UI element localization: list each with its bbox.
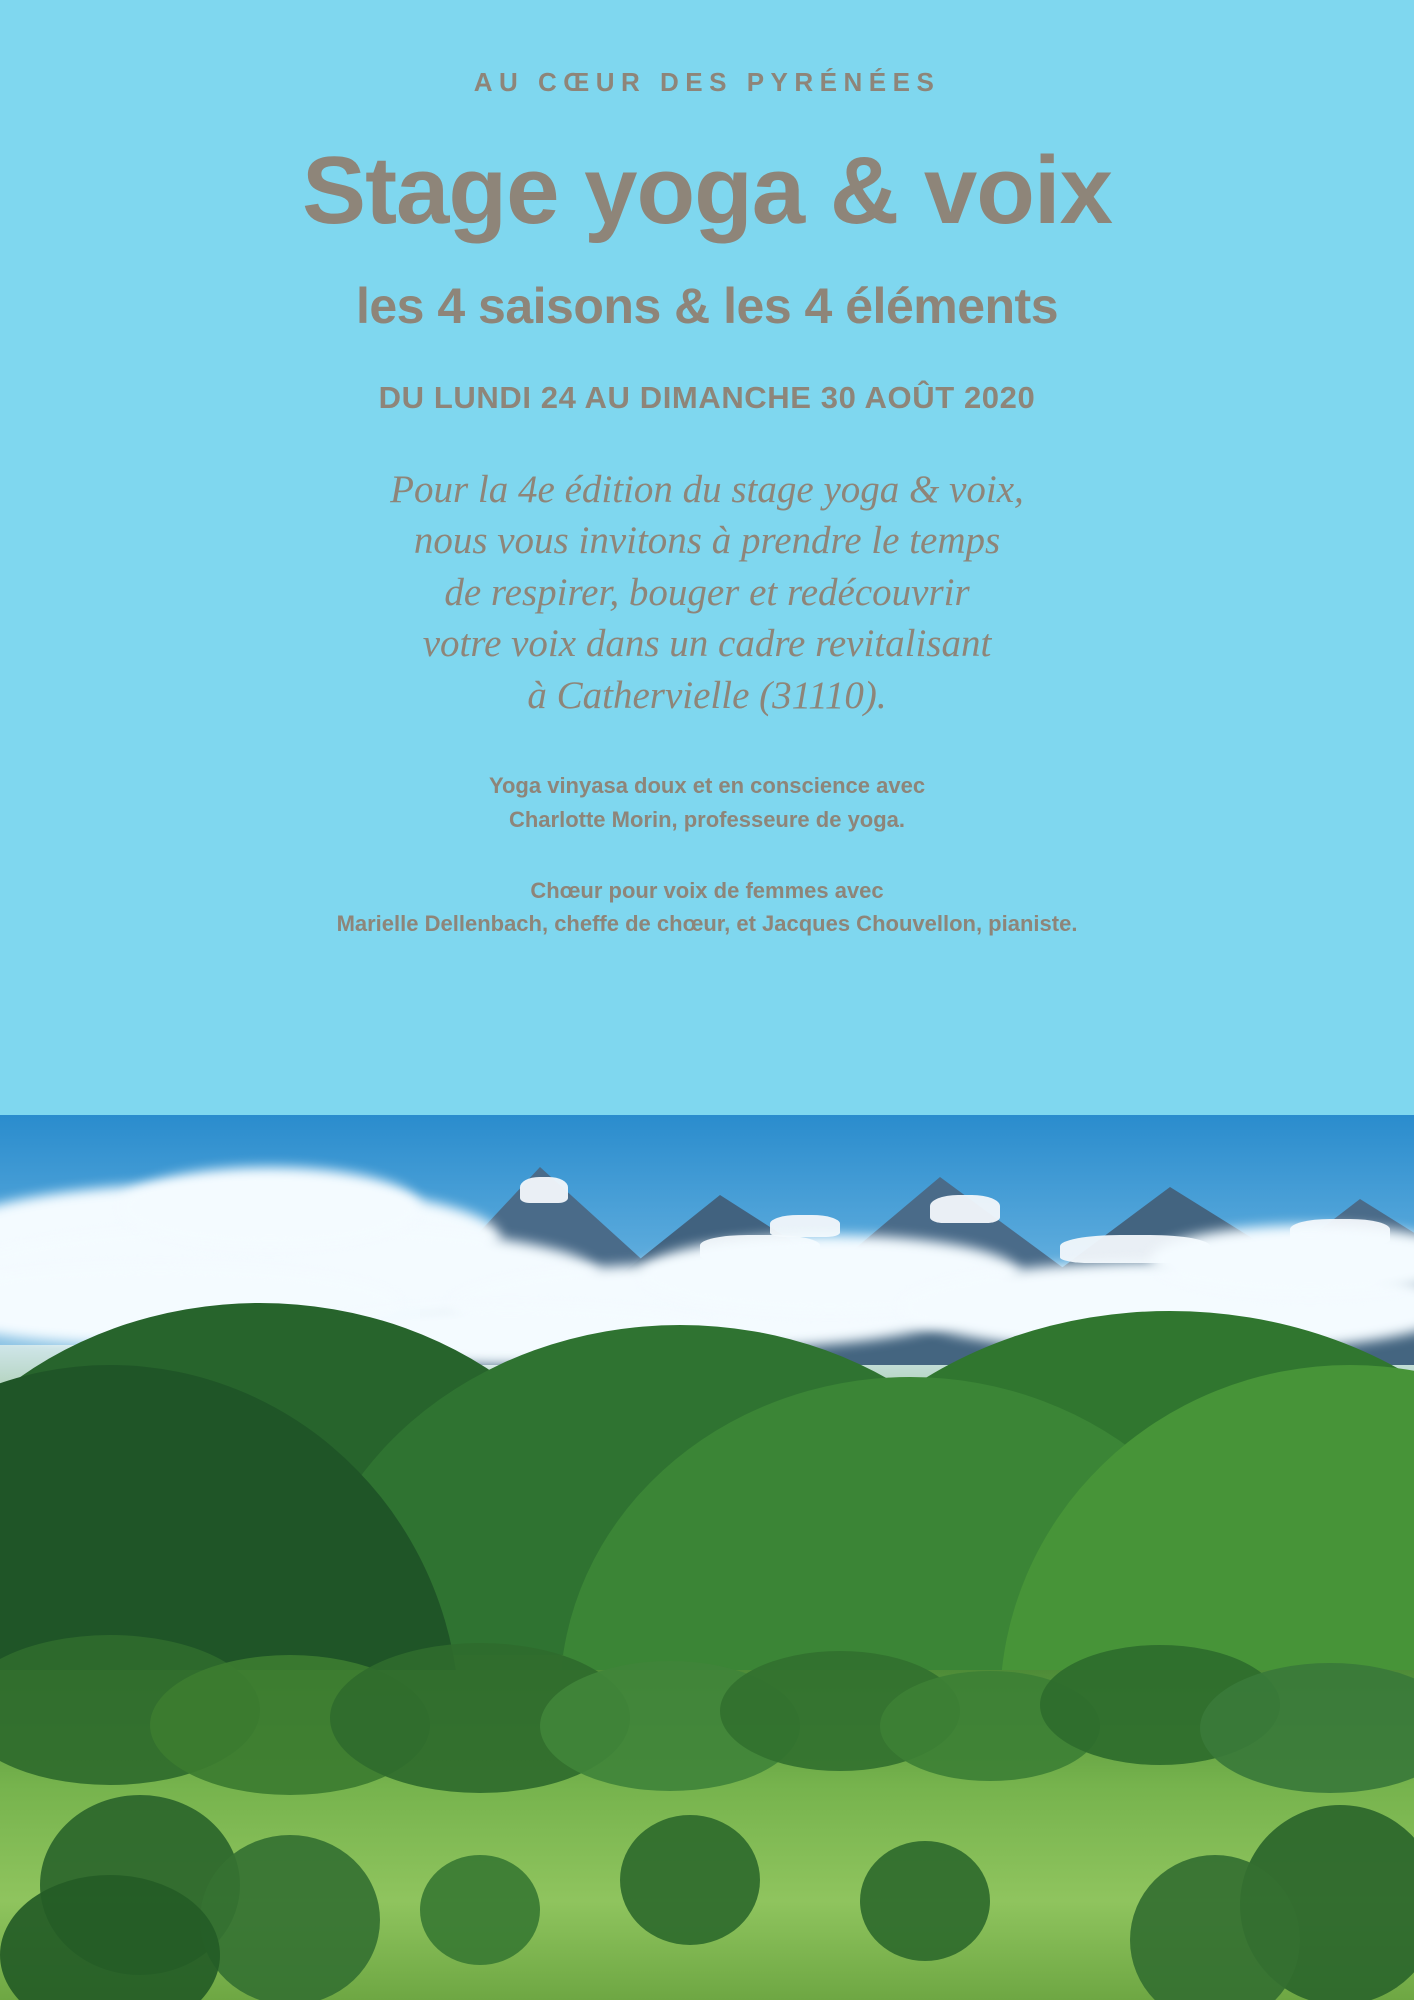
credit-line: Charlotte Morin, professeure de yoga. [508,806,906,832]
intro-line: Pour la 4e édition du stage yoga & voix, [390,467,1024,511]
poster-subtitle: les 4 saisons & les 4 éléments [355,277,1059,334]
poster-eyebrow: AU CŒUR DES PYRÉNÉES [473,67,941,97]
poster-title: Stage yoga & voix [302,137,1112,244]
poster-intro [0,416,1414,721]
intro-line: à Cathervielle (31110). [527,673,887,717]
credit-line: Yoga vinyasa doux et en conscience avec [488,773,926,799]
poster-dates: DU LUNDI 24 AU DIMANCHE 30 AOÛT 2020 [378,379,1036,415]
credit-line: Marielle Dellenbach, cheffe de chœur, et Jacques Chouvellon, pianiste. [336,911,1078,937]
credit-choir [0,836,1414,941]
credit-yoga [0,721,1414,836]
credit-line: Chœur pour voix de femmes avec [530,878,884,904]
intro-line: votre voix dans un cadre revitalisant [422,622,992,666]
intro-line: de respirer, bouger et redécouvrir [444,570,970,614]
intro-line: nous vous invitons à prendre le temps [413,519,1001,563]
mountain-landscape-photo [0,1115,1414,2000]
